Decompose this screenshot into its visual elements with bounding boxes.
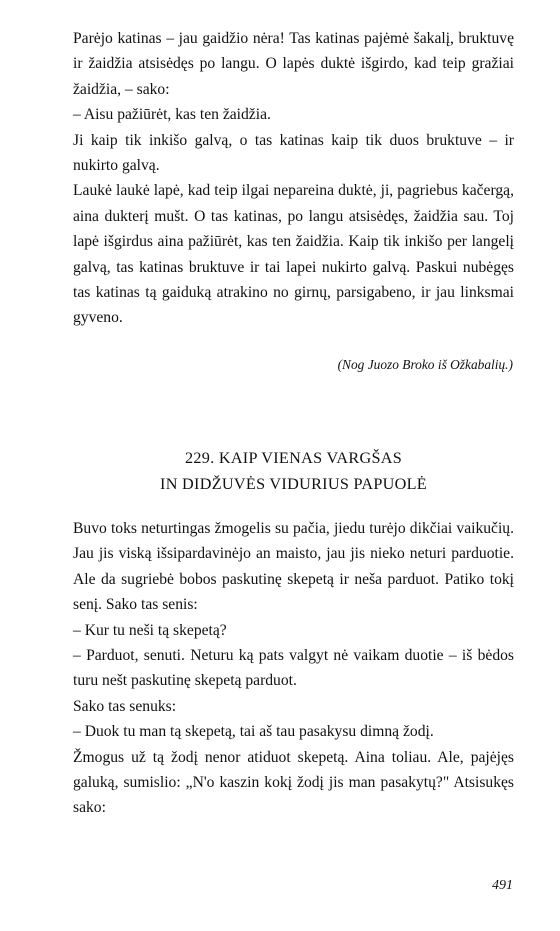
paragraph: – Duok tu man tą skepetą, tai aš tau pasakysu dimną žodį. xyxy=(73,723,434,741)
story-continuation xyxy=(73,26,514,331)
paragraph: Ji kaip tik inkišo galvą, o tas katinas kaip tik duos bruktuve – ir nukirto galvą. xyxy=(73,131,514,175)
story-body xyxy=(73,516,514,821)
paragraph: – Kur tu neši tą skepetą? xyxy=(73,621,227,639)
heading-line: 229. KAIP VIENAS VARGŠAS xyxy=(184,449,403,467)
paragraph: Laukė laukė lapė, kad teip ilgai nepareina duktė, ji, pagriebus kačergą, aina dukterį mušt. O tas katinas, po langu atsisėdęs, žaidžia sau. Toj lapė išgirdus aina pažiūrėt, kas ten žaidžia. Kaip tik inkišo per langelį galvą, tas katinas bruktuve ir tai lapei nukirto galvą. Paskui nubėgęs tas katinas tą gaiduką atrakino no girnų, parsigabeno, ir jau linksmai gyveno. xyxy=(73,182,514,327)
paragraph: Buvo toks neturtingas žmogelis su pačia, jiedu turėjo dikčiai vaikučių. Jau jis viską išsipardavinėjo an maisto, jau jis nieko neturi parduotie. Ale da sugriebė bobos paskutinę skepetą ir neša parduot. Patiko tokį senį. Sako tas senis: xyxy=(73,520,514,614)
story-source-note: (Nog Juozo Broko iš Ožkabalių.) xyxy=(337,357,513,372)
paragraph: – Parduot, senuti. Neturu ką pats valgyt nė vaikam duotie – iš bėdos turu nešt paskutinę skepetą parduot. xyxy=(73,647,514,690)
paragraph: Sako tas senuks: xyxy=(73,697,177,715)
paragraph: Žmogus už tą žodį nenor atiduot skepetą. Aina toliau. Ale, pajėjęs galuką, sumislio: „N'o kaszin kokį žodį jis man pasakytų?" Atsisukęs sako: xyxy=(73,748,514,817)
paragraph: Parėjo katinas – jau gaidžio nėra! Tas katinas pajėmė šakalį, bruktuvę ir žaidžia atsisėdęs po langu. O lapės duktė išgirdo, kad teip gražiai žaidžia, – sako: xyxy=(73,30,514,98)
heading-line: IN DIDŽUVĖS VIDURIUS PAPUOLĖ xyxy=(160,475,427,493)
page-number: 491 xyxy=(492,878,513,893)
story-heading xyxy=(73,445,514,497)
paragraph: – Aisu pažiūrėt, kas ten žaidžia. xyxy=(73,106,271,124)
